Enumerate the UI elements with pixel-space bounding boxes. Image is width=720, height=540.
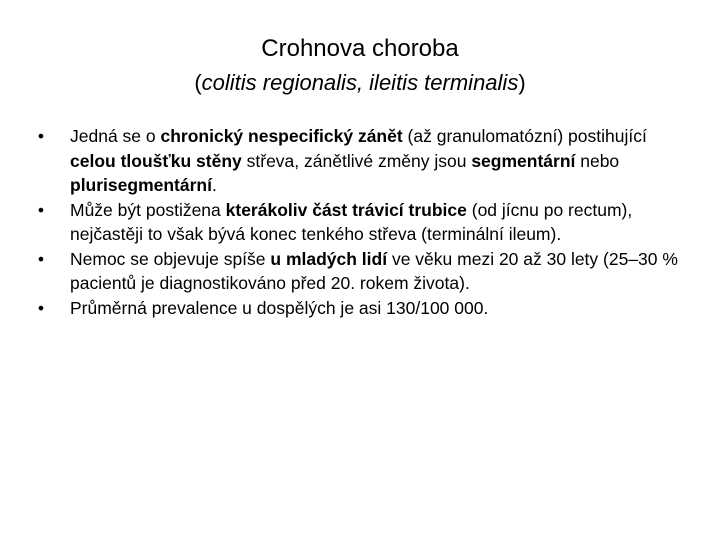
slide-subtitle — [0, 66, 720, 100]
bullet-segment-bold: segmentární — [471, 150, 576, 171]
bullet-segment: ve věku mezi 20 až 30 lety (25–30 % pacientů je diagnostikováno před 20. rokem života). — [70, 248, 678, 293]
bullet-segment-bold: u mladých lidí — [270, 248, 388, 269]
bullet-segment: Průměrná prevalence u dospělých je asi 130/100 000. — [70, 297, 489, 318]
bullet-segment: Jedná se o — [70, 126, 161, 146]
bullet-segment: střeva, zánětlivé změny jsou — [241, 150, 472, 171]
slide-title: Crohnova choroba — [261, 35, 459, 62]
bullet-segment-bold: celou tloušťku stěny — [70, 150, 242, 171]
subtitle-close-paren: ) — [518, 70, 526, 95]
bullet-segment-bold: plurisegmentární — [70, 175, 212, 195]
subtitle-text: colitis regionalis, ileitis terminalis — [201, 70, 519, 95]
bullet-segment: (od jícnu po rectum), nejčastěji to však bývá konec tenkého střeva (terminální ileum). — [70, 199, 633, 244]
bullet-segment: nebo — [575, 150, 620, 171]
bullet-segment: Může být postižena — [70, 199, 226, 220]
bullet-segment: (až granulomatózní) postihující — [402, 126, 647, 146]
subtitle-open-paren: ( — [194, 70, 202, 95]
bullet-dot-icon: • — [37, 126, 45, 146]
bullet-item — [37, 124, 690, 198]
bullet-segment: Nemoc se objevuje spíše — [70, 248, 271, 269]
bullet-dot-icon: • — [37, 297, 45, 318]
title-block — [0, 32, 720, 100]
bullet-segment-bold: kterákoliv část trávicí trubice — [225, 199, 467, 220]
bullet-segment-bold: chronický nespecifický zánět — [160, 126, 403, 146]
bullet-dot-icon: • — [37, 199, 45, 220]
bullet-item — [37, 198, 690, 247]
bullet-dot-icon: • — [37, 248, 45, 269]
bullet-segment: . — [211, 175, 217, 195]
bullet-item — [37, 296, 690, 321]
bullet-list — [37, 124, 690, 320]
bullet-item — [37, 247, 690, 296]
